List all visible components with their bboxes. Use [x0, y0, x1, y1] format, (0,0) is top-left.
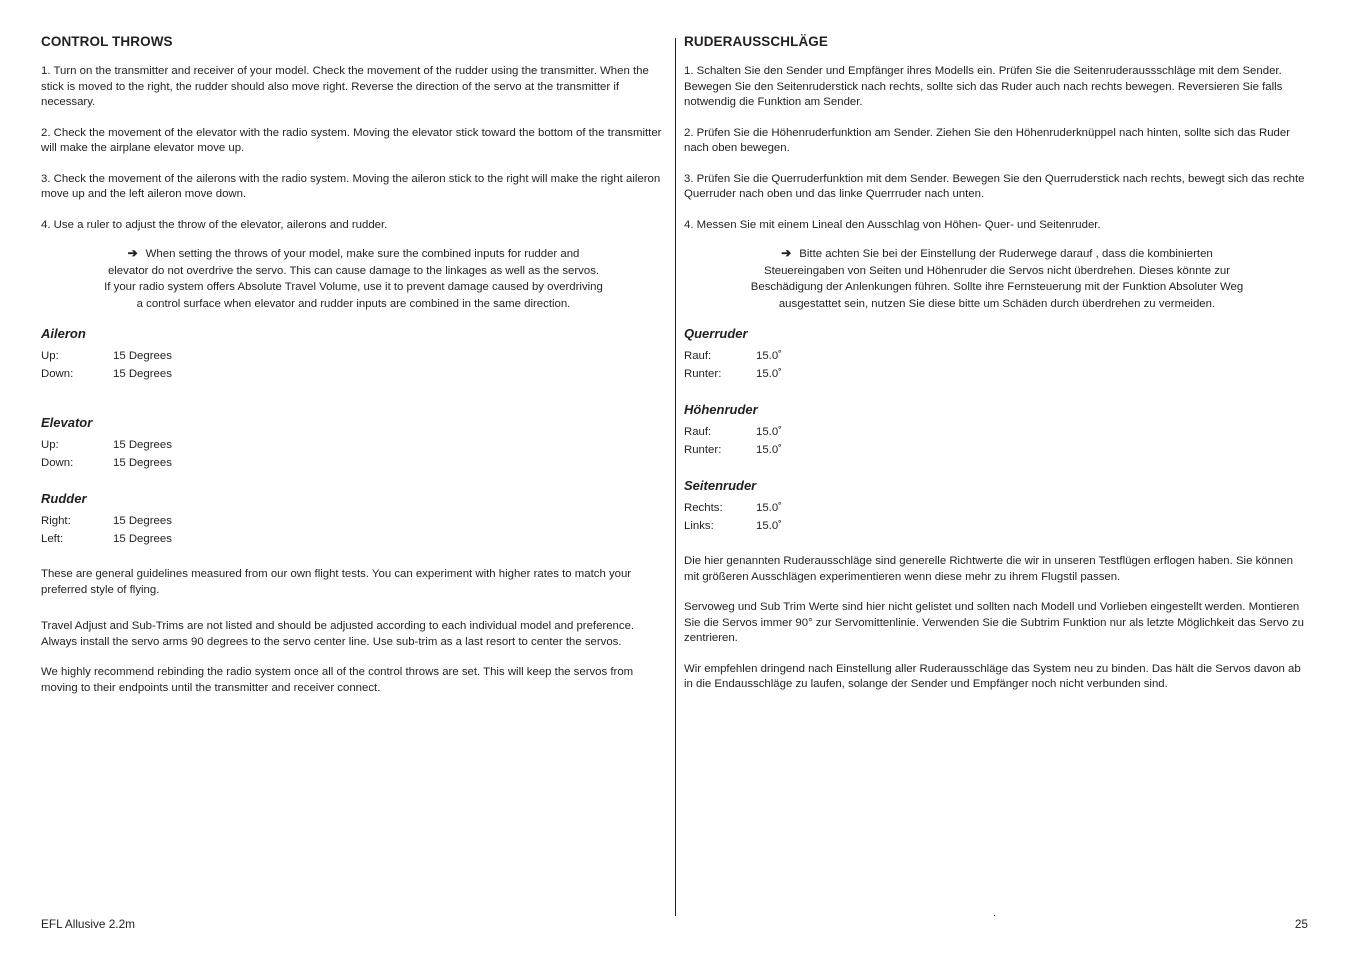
row-value: 15 Degrees	[113, 367, 172, 380]
throws-table-seitenruder	[684, 502, 782, 537]
row-value: 15 Degrees	[113, 456, 172, 469]
stray-dot	[994, 915, 995, 916]
german-column	[684, 34, 1310, 708]
note-line: Steuereingaben von Seiten und Höhenruder die Servos nicht überdrehen. Dieses könnte zur	[763, 264, 1231, 277]
table-row	[41, 457, 172, 475]
closing-paragraph: We highly recommend rebinding the radio system once all of the control throws are set. This will keep the servos from moving to their endpoints until the transmitter and receiver connect.	[41, 666, 634, 694]
section-title: RUDERAUSSCHLÄGE	[684, 34, 829, 49]
row-value: 15.0˚	[756, 502, 782, 514]
row-value: 15.0˚	[756, 426, 782, 438]
footer-model-name: EFL Allusive 2.2m	[41, 917, 135, 931]
table-row	[684, 520, 782, 538]
table-row	[684, 368, 782, 386]
arrow-right-icon: ➔	[127, 246, 138, 260]
row-label: Down:	[41, 456, 74, 469]
note-line: a control surface when elevator and rudder inputs are combined in the same direction.	[136, 297, 571, 310]
subsection-heading-elevator: Elevator	[41, 415, 93, 430]
table-row	[684, 444, 782, 462]
section-title: CONTROL THROWS	[41, 34, 173, 49]
closing-paragraph: Die hier genannten Ruderausschläge sind generelle Richtwerte die wir in unseren Testflügen erflogen haben. Sie können mit größeren Ausschlägen experimentieren wenn diese mehr zu ihrem Flugstil passen.	[684, 555, 1293, 583]
note-block	[41, 245, 666, 312]
step-2: 2. Prüfen Sie die Höhenruderfunktion am Sender. Ziehen Sie den Höhenruderknüppel nach hinten, sollte sich das Ruder nach oben bewegen.	[684, 126, 1290, 154]
table-row	[684, 350, 782, 368]
closing-paragraph: These are general guidelines measured from our own flight tests. You can experiment with higher rates to match your preferred style of flying.	[41, 568, 632, 596]
subsection-heading-hoehenruder: Höhenruder	[684, 402, 758, 417]
row-label: Up:	[41, 350, 59, 362]
table-row	[41, 368, 172, 386]
row-value: 15 Degrees	[113, 515, 172, 527]
row-value: 15.0˚	[756, 367, 782, 380]
table-row	[684, 426, 782, 444]
row-value: 15 Degrees	[113, 439, 172, 451]
row-label: Rechts:	[684, 502, 723, 514]
note-line: ausgestattet sein, nutzen Sie diese bitte um Schäden durch überdrehen zu vermeiden.	[778, 297, 1216, 310]
row-label: Down:	[41, 367, 74, 380]
closing-paragraph: Wir empfehlen dringend nach Einstellung aller Ruderausschläge das System neu zu binden. Das hält die Servos davon ab in die Endausschläge zu laufen, solange der Sender und Empfänger noch nicht verbunden sind.	[684, 662, 1301, 690]
row-label: Rauf:	[684, 350, 712, 362]
column-divider	[675, 38, 676, 916]
note-block	[684, 245, 1310, 312]
closing-paragraph: Travel Adjust and Sub-Trims are not listed and should be adjusted according to each individual model and preference. Always install the servo arms 90 degrees to the servo center line. Use sub-trim as a last resort to center the servos.	[41, 620, 635, 648]
throws-table-querruder	[684, 350, 782, 385]
step-1: 1. Schalten Sie den Sender und Empfänger ihres Modells ein. Prüfen Sie die Seitenruderaussschläge mit dem Sender. Bewegen Sie den Seitenruderstick nach rechts, sollte sich das Ruder auch nach rechts bewegen. Reversieren Sie falls notwendig die Funktion am Sender.	[684, 65, 1283, 108]
row-value: 15.0˚	[756, 519, 782, 532]
row-value: 15 Degrees	[113, 532, 172, 545]
row-label: Right:	[41, 515, 71, 527]
row-label: Up:	[41, 439, 59, 451]
english-column	[41, 34, 666, 711]
arrow-right-icon: ➔	[781, 246, 792, 260]
throws-table-elevator	[41, 439, 172, 474]
row-label: Links:	[684, 519, 714, 532]
row-value: 15.0˚	[756, 350, 782, 362]
table-row	[41, 533, 172, 551]
page-number: 25	[1294, 917, 1308, 931]
row-label: Left:	[41, 532, 64, 545]
subsection-heading-seitenruder: Seitenruder	[684, 478, 757, 493]
throws-table-aileron	[41, 350, 172, 385]
table-row	[41, 439, 172, 457]
note-line: When setting the throws of your model, make sure the combined inputs for rudder and	[145, 248, 580, 260]
throws-table-hoehenruder	[684, 426, 782, 461]
row-value: 15.0˚	[756, 443, 782, 456]
step-3: 3. Check the movement of the ailerons with the radio system. Moving the aileron stick to the right will make the right aileron move up and the left aileron move down.	[41, 172, 661, 200]
step-4: 4. Use a ruler to adjust the throw of the elevator, ailerons and rudder.	[41, 218, 388, 231]
step-2: 2. Check the movement of the elevator with the radio system. Moving the elevator stick toward the bottom of the transmitter will make the airplane elevator move up.	[41, 126, 662, 154]
note-line: If your radio system offers Absolute Travel Volume, use it to prevent damage caused by overdriving	[104, 281, 603, 293]
closing-paragraph: Servoweg und Sub Trim Werte sind hier nicht gelistet und sollten nach Modell und Vorlieben eingestellt werden. Montieren Sie die Servos immer 90° zur Servomittenlinie. Verwenden Sie die Subtrim Funktion nur als letzte Möglichkeit das Servo zu zentrieren.	[684, 601, 1304, 644]
table-row	[41, 515, 172, 533]
note-line: Beschädigung der Anlenkungen führen. Sollte ihre Fernsteuerung mit der Funktion Absoluter Weg	[750, 281, 1244, 293]
row-label: Rauf:	[684, 426, 712, 438]
note-line: elevator do not overdrive the servo. This can cause damage to the linkages as well as the servos.	[107, 264, 600, 277]
row-value: 15 Degrees	[113, 350, 172, 362]
row-label: Runter:	[684, 367, 722, 380]
subsection-heading-querruder: Querruder	[684, 326, 748, 341]
throws-table-rudder	[41, 515, 172, 550]
subsection-heading-aileron: Aileron	[41, 326, 86, 341]
subsection-heading-rudder: Rudder	[41, 491, 87, 506]
step-4: 4. Messen Sie mit einem Lineal den Ausschlag von Höhen- Quer- und Seitenruder.	[684, 218, 1101, 231]
note-line: Bitte achten Sie bei der Einstellung der Ruderwege darauf , dass die kombinierten	[799, 248, 1213, 260]
step-3: 3. Prüfen Sie die Querruderfunktion mit dem Sender. Bewegen Sie den Querruderstick nach rechts, bewegt sich das rechte Querruder nach oben und das linke Querrruder nach unten.	[684, 172, 1305, 200]
table-row	[41, 350, 172, 368]
row-label: Runter:	[684, 443, 722, 456]
table-row	[684, 502, 782, 520]
step-1: 1. Turn on the transmitter and receiver of your model. Check the movement of the rudder using the transmitter. When the stick is moved to the right, the rudder should also move right. Reverse the direction of the servo at the transmitter if necessary.	[41, 65, 649, 108]
